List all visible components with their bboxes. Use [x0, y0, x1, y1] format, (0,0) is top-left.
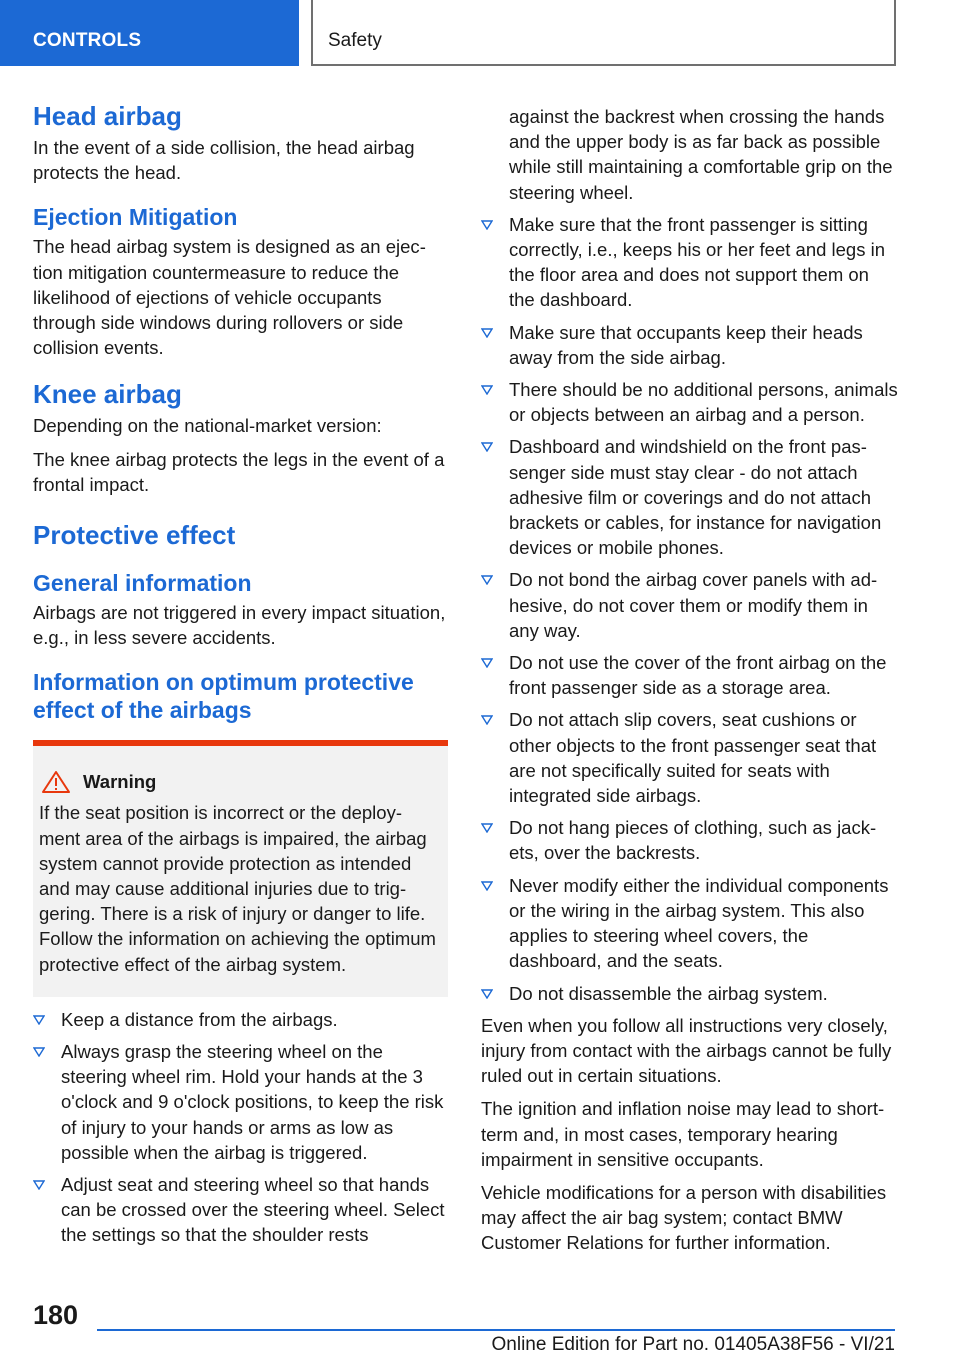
warning-text: If the seat position is incorrect or the deployment area of the airbags is impaired, the airbag system cannot provide protection as intended and may cause additional injuries due to triggering. There is a risk of injury or danger to life. Follow the information on achieving the optimum protective effect of the airbag system. [39, 802, 436, 975]
knee-airbag-text-1: Depending on the national-market version: [33, 415, 382, 437]
header-topic-box [311, 0, 896, 66]
list-item-text: Do not attach slip covers, seat cushions or other objects to the front passenger seat that are not specifically suited for seats with integrated side airbags. [509, 709, 877, 807]
bullet-triangle-icon [481, 377, 509, 427]
list-item-text: Keep a distance from the airbags. [61, 1008, 338, 1030]
bullet-triangle-icon [33, 1172, 61, 1248]
protective-effect-heading: Protective effect [33, 520, 236, 551]
list-item [481, 650, 898, 700]
bullet-triangle-icon [481, 815, 509, 865]
list-item [481, 981, 898, 1006]
bullet-triangle-icon [481, 320, 509, 370]
head-airbag-heading: Head airbag [33, 101, 182, 131]
list-item-text: Do not bond the airbag cover panels with adhesive, do not cover them or modify them in any way. [509, 569, 878, 641]
general-info-text: Airbags are not triggered in every impact situation, e.g., in less severe accidents. [33, 602, 446, 649]
list-item-text: Do not disassemble the airbag system. [509, 982, 828, 1004]
list-item [33, 1172, 448, 1248]
knee-airbag-heading: Knee airbag [33, 379, 182, 410]
header-section-tab [0, 0, 299, 66]
bullet-triangle-icon [481, 981, 509, 1006]
header-topic-label: Safety [328, 30, 382, 51]
bullet-triangle-icon [481, 873, 509, 974]
warning-box [33, 740, 448, 996]
bullet-triangle-icon [481, 707, 509, 808]
list-item-text: Make sure that the front passenger is sitting correctly, i.e., keeps his or her feet and legs in the floor area and does not support them on the dashboard. [509, 213, 886, 311]
warning-title: Warning [83, 771, 157, 793]
right-bullet-list [481, 212, 898, 1006]
list-item [481, 434, 898, 560]
list-item [481, 567, 898, 643]
list-item-text: Do not hang pieces of clothing, such as jackets, over the backrests. [509, 817, 877, 864]
header-section-label: CONTROLS [33, 30, 142, 51]
list-item [33, 1039, 448, 1165]
bullet-triangle-icon [481, 434, 509, 560]
warning-header [41, 770, 436, 794]
optimum-effect-heading: Information on optimum protective effect of the airbags [33, 669, 414, 724]
ejection-text: The head airbag system is designed as an ejection mitigation countermeasure to reduce the likelihood of ejections of vehicle occupants through side windows during rollovers or side collision events. [33, 236, 426, 359]
bullet-triangle-icon [481, 212, 509, 313]
closing-paragraph-2: The ignition and inflation noise may lead to short-term and, in most cases, temporary hearing impairment in sensitive occupants. [481, 1098, 885, 1170]
list-item-text: Always grasp the steering wheel on the steering wheel rim. Hold your hands at the 3 o'clock and 9 o'clock positions, to keep the risk of injury to your hands or arms as low as possible when the airbag is triggered. [61, 1041, 444, 1163]
list-item [481, 873, 898, 974]
head-airbag-text: In the event of a side collision, the head airbag protects the head. [33, 137, 415, 184]
list-item [481, 212, 898, 313]
bullet-triangle-icon [33, 1039, 61, 1165]
left-bullet-list [33, 1007, 448, 1248]
bullet-triangle-icon [33, 1007, 61, 1032]
closing-paragraph-1: Even when you follow all instructions very closely, injury from contact with the airbags cannot be fully ruled out in certain situations. [481, 1014, 892, 1087]
list-item-text: Do not use the cover of the front airbag on the front passenger side as a storage area. [509, 652, 887, 699]
list-item [481, 815, 898, 865]
footer-divider [97, 1329, 895, 1331]
left-column [33, 100, 448, 1255]
knee-airbag-text-2: The knee airbag protects the legs in the event of a frontal impact. [33, 448, 445, 495]
right-column [481, 104, 898, 1256]
list-item-text: Dashboard and windshield on the front passenger side must stay clear - do not attach adhesive film or coverings and do not attach brackets or cables, for instance for navigation devices or mobile phones. [509, 436, 882, 559]
list-item-text: Adjust seat and steering wheel so that hands can be crossed over the steering wheel. Select the settings so that the shoulder rests [61, 1174, 445, 1246]
bullet-triangle-icon [481, 650, 509, 700]
list-item-text: Never modify either the individual components or the wiring in the airbag system. This also applies to steering wheel covers, the dashboard, and the seats. [509, 874, 889, 972]
continued-bullet-text: against the backrest when crossing the hands and the upper body is as far back as possible while still maintaining a comfortable grip on the steering wheel. [509, 106, 893, 203]
list-item [33, 1007, 448, 1032]
list-item-text: There should be no additional persons, animals or objects between an airbag and a person. [509, 379, 898, 426]
list-item-text: Make sure that occupants keep their heads away from the side airbag. [509, 321, 863, 368]
bullet-triangle-icon [481, 567, 509, 643]
page-number: 180 [33, 1300, 79, 1330]
list-item [481, 377, 898, 427]
footer-edition-text: Online Edition for Part no. 01405A38F56 - VI/21 [491, 1334, 895, 1355]
general-info-heading: General information [33, 570, 252, 597]
list-item [481, 320, 898, 370]
closing-paragraph-3: Vehicle modifications for a person with disabilities may affect the air bag system; contact BMW Customer Relations for further information. [481, 1181, 887, 1254]
warning-triangle-icon [41, 770, 71, 794]
ejection-heading: Ejection Mitigation [33, 204, 238, 231]
list-item [481, 707, 898, 808]
